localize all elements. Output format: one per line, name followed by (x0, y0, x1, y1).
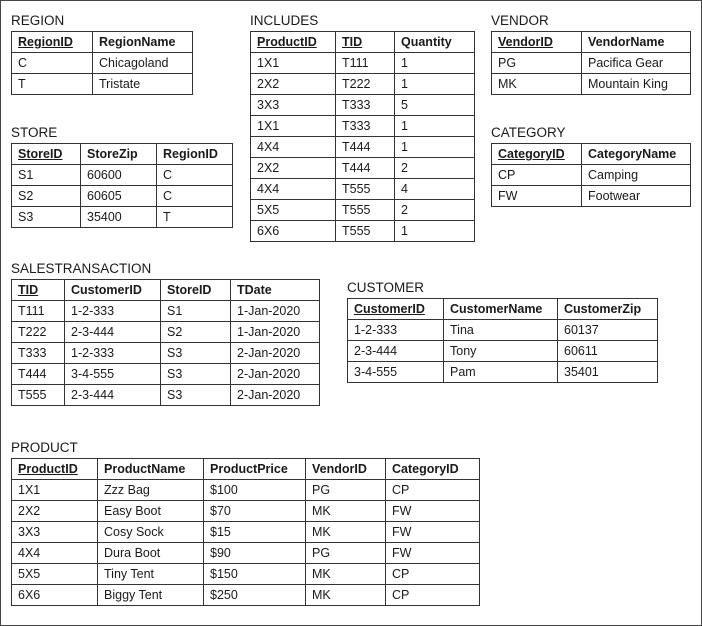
region-table (11, 31, 193, 95)
product-column-header: ProductName (98, 459, 204, 480)
includes-cell: T555 (336, 179, 395, 200)
includes-cell: 2X2 (251, 74, 336, 95)
includes-cell: 4X4 (251, 179, 336, 200)
includes-header-row (251, 32, 475, 53)
store-block (11, 125, 233, 228)
store-cell: S2 (12, 186, 81, 207)
region-title: REGION (11, 13, 65, 28)
table-row (12, 522, 480, 543)
product-cell: MK (306, 501, 386, 522)
product-cell: Tiny Tent (98, 564, 204, 585)
table-row (12, 543, 480, 564)
category-table (491, 143, 691, 207)
table-row (251, 137, 475, 158)
salestransaction-cell: 1-2-333 (65, 343, 161, 364)
product-cell: $100 (204, 480, 306, 501)
product-cell: 6X6 (12, 585, 98, 606)
product-cell: $15 (204, 522, 306, 543)
product-cell: $150 (204, 564, 306, 585)
includes-cell: 1 (395, 53, 475, 74)
store-cell: 35400 (81, 207, 157, 228)
product-cell: CP (386, 480, 480, 501)
table-row (12, 385, 320, 406)
store-title: STORE (11, 125, 58, 140)
vendor-table (491, 31, 691, 95)
vendor-cell: Pacifica Gear (582, 53, 691, 74)
salestransaction-table (11, 279, 320, 406)
salestransaction-cell: S3 (161, 364, 231, 385)
category-column-header: CategoryName (582, 144, 691, 165)
customer-header-row (348, 299, 658, 320)
table-row (12, 501, 480, 522)
salestransaction-column-header: CustomerID (65, 280, 161, 301)
product-cell: CP (386, 564, 480, 585)
product-cell: MK (306, 564, 386, 585)
store-cell: T (157, 207, 233, 228)
table-row (348, 341, 658, 362)
includes-cell: 5X5 (251, 200, 336, 221)
salestransaction-cell: 1-Jan-2020 (231, 301, 320, 322)
customer-column-header: CustomerName (444, 299, 558, 320)
product-cell: MK (306, 522, 386, 543)
product-cell: $250 (204, 585, 306, 606)
includes-cell: 1 (395, 116, 475, 137)
salestransaction-header-row (12, 280, 320, 301)
includes-cell: T444 (336, 158, 395, 179)
customer-block (347, 280, 658, 383)
category-cell: CP (492, 165, 582, 186)
salestransaction-cell: T555 (12, 385, 65, 406)
includes-cell: 5 (395, 95, 475, 116)
table-row (492, 186, 691, 207)
table-row (12, 343, 320, 364)
table-row (12, 74, 193, 95)
vendor-column-header: VendorID (492, 32, 582, 53)
salestransaction-cell: S3 (161, 385, 231, 406)
table-row (251, 53, 475, 74)
includes-cell: 1 (395, 74, 475, 95)
table-row (251, 221, 475, 242)
includes-cell: 1X1 (251, 116, 336, 137)
product-column-header: VendorID (306, 459, 386, 480)
table-row (12, 364, 320, 385)
store-cell: S1 (12, 165, 81, 186)
category-block (491, 125, 691, 207)
vendor-block (491, 13, 691, 95)
table-row (12, 480, 480, 501)
table-row (492, 74, 691, 95)
product-cell: 2X2 (12, 501, 98, 522)
salestransaction-cell: 2-3-444 (65, 322, 161, 343)
includes-cell: 2 (395, 158, 475, 179)
product-cell: 1X1 (12, 480, 98, 501)
includes-cell: T555 (336, 221, 395, 242)
customer-cell: 60137 (558, 320, 658, 341)
includes-cell: 1 (395, 137, 475, 158)
customer-title: CUSTOMER (347, 280, 425, 295)
salestransaction-cell: 2-Jan-2020 (231, 343, 320, 364)
table-row (251, 74, 475, 95)
salestransaction-column-header: TDate (231, 280, 320, 301)
table-row (251, 116, 475, 137)
table-row (251, 200, 475, 221)
includes-title: INCLUDES (250, 13, 319, 28)
store-cell: C (157, 165, 233, 186)
store-cell: C (157, 186, 233, 207)
customer-column-header: CustomerZip (558, 299, 658, 320)
product-cell: FW (386, 522, 480, 543)
table-row (492, 165, 691, 186)
region-column-header: RegionID (12, 32, 93, 53)
salestransaction-block (11, 261, 320, 406)
table-row (12, 53, 193, 74)
product-cell: MK (306, 585, 386, 606)
product-cell: Biggy Tent (98, 585, 204, 606)
table-row (12, 322, 320, 343)
salestransaction-cell: S3 (161, 343, 231, 364)
table-row (12, 585, 480, 606)
store-cell: 60600 (81, 165, 157, 186)
product-cell: Easy Boot (98, 501, 204, 522)
salestransaction-cell: 2-Jan-2020 (231, 385, 320, 406)
includes-cell: 2X2 (251, 158, 336, 179)
product-cell: PG (306, 480, 386, 501)
product-cell: Dura Boot (98, 543, 204, 564)
includes-cell: 4 (395, 179, 475, 200)
product-title: PRODUCT (11, 440, 78, 455)
includes-cell: 4X4 (251, 137, 336, 158)
table-row (12, 564, 480, 585)
region-header-row (12, 32, 193, 53)
table-row (12, 165, 233, 186)
salestransaction-cell: S2 (161, 322, 231, 343)
region-cell: C (12, 53, 93, 74)
product-cell: 3X3 (12, 522, 98, 543)
product-cell: FW (386, 543, 480, 564)
customer-cell: 3-4-555 (348, 362, 444, 383)
category-cell: Footwear (582, 186, 691, 207)
includes-cell: 1 (395, 221, 475, 242)
store-cell: S3 (12, 207, 81, 228)
category-cell: FW (492, 186, 582, 207)
salestransaction-cell: 2-3-444 (65, 385, 161, 406)
store-cell: 60605 (81, 186, 157, 207)
includes-block (250, 13, 475, 242)
customer-cell: Tina (444, 320, 558, 341)
includes-cell: T333 (336, 116, 395, 137)
table-row (12, 301, 320, 322)
category-header-row (492, 144, 691, 165)
customer-cell: 1-2-333 (348, 320, 444, 341)
product-cell: Zzz Bag (98, 480, 204, 501)
salestransaction-cell: 1-2-333 (65, 301, 161, 322)
includes-column-header: TID (336, 32, 395, 53)
table-row (251, 95, 475, 116)
customer-table (347, 298, 658, 383)
includes-cell: 3X3 (251, 95, 336, 116)
salestransaction-column-header: TID (12, 280, 65, 301)
customer-cell: Pam (444, 362, 558, 383)
store-column-header: StoreID (12, 144, 81, 165)
includes-cell: 2 (395, 200, 475, 221)
product-cell: FW (386, 501, 480, 522)
product-cell: 5X5 (12, 564, 98, 585)
table-row (348, 362, 658, 383)
vendor-cell: Mountain King (582, 74, 691, 95)
includes-column-header: Quantity (395, 32, 475, 53)
vendor-column-header: VendorName (582, 32, 691, 53)
salestransaction-cell: T111 (12, 301, 65, 322)
includes-cell: T222 (336, 74, 395, 95)
table-row (251, 158, 475, 179)
product-cell: $70 (204, 501, 306, 522)
includes-cell: 1X1 (251, 53, 336, 74)
salestransaction-cell: T444 (12, 364, 65, 385)
product-block (11, 440, 480, 606)
salestransaction-cell: 3-4-555 (65, 364, 161, 385)
salestransaction-cell: T333 (12, 343, 65, 364)
includes-cell: T333 (336, 95, 395, 116)
includes-table (250, 31, 475, 242)
table-row (492, 53, 691, 74)
table-row (12, 207, 233, 228)
table-row (348, 320, 658, 341)
category-column-header: CategoryID (492, 144, 582, 165)
salestransaction-column-header: StoreID (161, 280, 231, 301)
product-cell: $90 (204, 543, 306, 564)
region-column-header: RegionName (93, 32, 193, 53)
customer-cell: 35401 (558, 362, 658, 383)
product-header-row (12, 459, 480, 480)
salestransaction-title: SALESTRANSACTION (11, 261, 152, 276)
vendor-cell: PG (492, 53, 582, 74)
region-cell: Tristate (93, 74, 193, 95)
product-cell: Cosy Sock (98, 522, 204, 543)
product-cell: CP (386, 585, 480, 606)
includes-cell: 6X6 (251, 221, 336, 242)
table-row (12, 186, 233, 207)
category-title: CATEGORY (491, 125, 566, 140)
region-block (11, 13, 193, 95)
region-cell: T (12, 74, 93, 95)
includes-column-header: ProductID (251, 32, 336, 53)
store-column-header: RegionID (157, 144, 233, 165)
store-column-header: StoreZip (81, 144, 157, 165)
product-column-header: ProductID (12, 459, 98, 480)
vendor-title: VENDOR (491, 13, 549, 28)
store-header-row (12, 144, 233, 165)
customer-cell: 60611 (558, 341, 658, 362)
salestransaction-cell: S1 (161, 301, 231, 322)
customer-cell: 2-3-444 (348, 341, 444, 362)
product-cell: 4X4 (12, 543, 98, 564)
table-row (251, 179, 475, 200)
store-table (11, 143, 233, 228)
product-cell: PG (306, 543, 386, 564)
product-column-header: CategoryID (386, 459, 480, 480)
customer-cell: Tony (444, 341, 558, 362)
salestransaction-cell: T222 (12, 322, 65, 343)
customer-column-header: CustomerID (348, 299, 444, 320)
includes-cell: T444 (336, 137, 395, 158)
product-column-header: ProductPrice (204, 459, 306, 480)
salestransaction-cell: 1-Jan-2020 (231, 322, 320, 343)
vendor-cell: MK (492, 74, 582, 95)
salestransaction-cell: 2-Jan-2020 (231, 364, 320, 385)
product-table (11, 458, 480, 606)
category-cell: Camping (582, 165, 691, 186)
includes-cell: T111 (336, 53, 395, 74)
region-cell: Chicagoland (93, 53, 193, 74)
includes-cell: T555 (336, 200, 395, 221)
vendor-header-row (492, 32, 691, 53)
